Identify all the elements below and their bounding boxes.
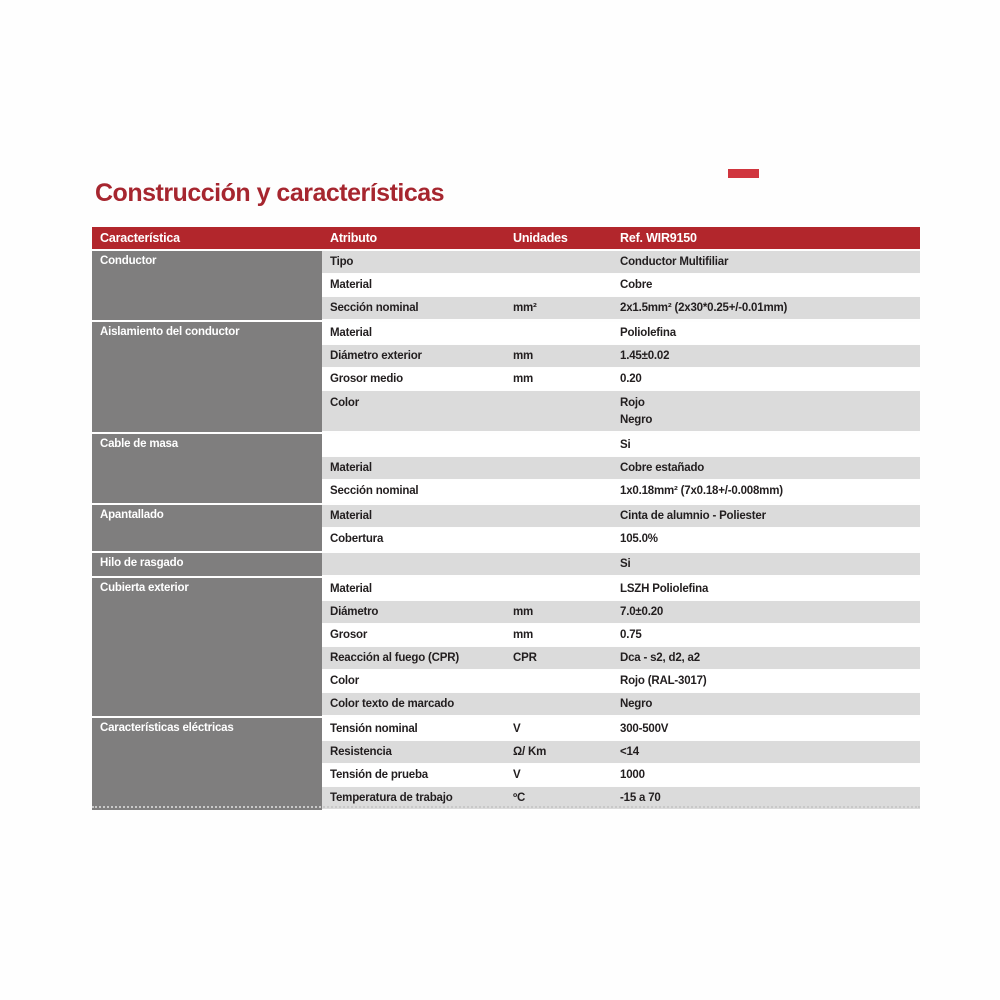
table-row — [322, 764, 920, 787]
unit-cell: mm — [513, 605, 534, 618]
table-row — [322, 297, 920, 320]
section-rows — [322, 578, 920, 716]
value-cell: 0.20 — [620, 372, 642, 385]
unit-cell: mm — [513, 372, 534, 385]
value-cell: 1.45±0.02 — [620, 349, 670, 362]
unit-cell: ºC — [513, 791, 526, 804]
value-cell: 2x1.5mm² (2x30*0.25+/-0.01mm) — [620, 301, 788, 314]
page-title: Construcción y características — [95, 179, 445, 207]
unit-cell — [505, 528, 612, 550]
attribute-cell: Tensión de prueba — [330, 768, 428, 781]
unit-cell: mm² — [513, 301, 537, 314]
attribute-cell: Material — [330, 326, 372, 339]
table-row — [322, 741, 920, 764]
value-cell: 0.75 — [620, 628, 642, 641]
section-label: Conductor — [92, 251, 322, 320]
section-label: Cable de masa — [92, 434, 322, 503]
unit-cell: Ω/ Km — [513, 745, 547, 758]
red-dash-decoration — [728, 169, 759, 178]
unit-cell: mm — [513, 628, 534, 641]
table-row — [322, 718, 920, 741]
section-rows — [322, 718, 920, 810]
unit-cell: CPR — [513, 651, 537, 664]
table-row — [322, 434, 920, 457]
header-ref: Ref. WIR9150 — [620, 231, 697, 245]
unit-cell — [505, 480, 612, 502]
value-cell: Cobre — [620, 278, 653, 291]
attribute-cell: Grosor medio — [330, 372, 404, 385]
table-section — [92, 578, 920, 716]
value-cell: Cinta de alumnio - Poliester — [620, 509, 766, 522]
header-caracteristica: Característica — [100, 231, 180, 245]
attribute-cell: Sección nominal — [330, 301, 419, 314]
unit-cell: mm — [513, 349, 534, 362]
attribute-cell: Sección nominal — [330, 484, 419, 497]
value-cell: Poliolefina — [620, 326, 676, 339]
unit-cell — [505, 578, 612, 600]
value-cell: Conductor Multifiliar — [620, 255, 729, 268]
attribute-cell: Grosor — [330, 628, 368, 641]
section-rows — [322, 505, 920, 551]
table-row — [322, 505, 920, 528]
unit-cell — [505, 391, 612, 431]
table-row — [322, 274, 920, 297]
table-row — [322, 251, 920, 274]
value-cell: <14 — [620, 745, 639, 758]
table-section — [92, 322, 920, 432]
attribute-cell: Material — [330, 509, 372, 522]
table-row — [322, 624, 920, 647]
value-cell: Rojo (RAL-3017) — [620, 674, 707, 687]
attribute-cell: Color — [330, 397, 360, 409]
section-label: Características eléctricas — [92, 718, 322, 810]
section-label: Cubierta exterior — [92, 578, 322, 716]
value-cell: -15 a 70 — [620, 791, 661, 804]
section-label: Aislamiento del conductor — [92, 322, 322, 432]
unit-cell — [505, 457, 612, 479]
table-section — [92, 251, 920, 320]
value-cell: Negro — [620, 697, 653, 710]
value-cell: Si — [620, 557, 631, 570]
table-body — [92, 251, 920, 810]
table-row — [322, 693, 920, 716]
attribute-cell: Temperatura de trabajo — [330, 791, 453, 804]
value-cell: 7.0±0.20 — [620, 605, 664, 618]
section-rows — [322, 251, 920, 320]
value-cell: Rojo Negro — [620, 397, 653, 426]
attribute-cell: Material — [330, 461, 372, 474]
value-cell: 1x0.18mm² (7x0.18+/-0.008mm) — [620, 484, 783, 497]
section-rows — [322, 434, 920, 503]
attribute-cell: Diámetro — [330, 605, 379, 618]
table-row — [322, 457, 920, 480]
table-row — [322, 480, 920, 503]
header-atributo: Atributo — [330, 231, 377, 245]
table-row — [322, 322, 920, 345]
unit-cell — [505, 670, 612, 692]
attribute-cell: Resistencia — [330, 745, 392, 758]
unit-cell — [505, 322, 612, 344]
unit-cell — [505, 251, 612, 273]
attribute-cell: Cobertura — [330, 532, 384, 545]
value-cell: 105.0% — [620, 532, 658, 545]
section-label: Hilo de rasgado — [92, 553, 322, 576]
unit-cell: V — [513, 768, 521, 781]
unit-cell — [505, 505, 612, 527]
table-section — [92, 434, 920, 503]
unit-cell — [505, 693, 612, 715]
value-cell: Cobre estañado — [620, 461, 705, 474]
table-row — [322, 647, 920, 670]
unit-cell: V — [513, 722, 521, 735]
table-section — [92, 553, 920, 576]
attribute-cell — [322, 553, 505, 575]
value-cell: LSZH Poliolefina — [620, 582, 709, 595]
attribute-cell: Tensión nominal — [330, 722, 418, 735]
table-section — [92, 505, 920, 551]
table-row — [322, 578, 920, 601]
section-rows — [322, 553, 920, 576]
attribute-cell: Material — [330, 278, 372, 291]
table-row — [322, 368, 920, 391]
table-row — [322, 391, 920, 432]
value-cell: Dca - s2, d2, a2 — [620, 651, 700, 664]
table-row — [322, 670, 920, 693]
section-label: Apantallado — [92, 505, 322, 551]
dotted-divider — [92, 806, 920, 808]
value-cell: 1000 — [620, 768, 645, 781]
table-row — [322, 345, 920, 368]
attribute-cell: Color texto de marcado — [330, 697, 455, 710]
unit-cell — [505, 274, 612, 296]
attribute-cell — [322, 434, 505, 456]
attribute-cell: Reacción al fuego (CPR) — [330, 651, 459, 664]
table-row — [322, 553, 920, 576]
value-cell: 300-500V — [620, 722, 669, 735]
value-cell: Si — [620, 438, 631, 451]
attribute-cell: Diámetro exterior — [330, 349, 422, 362]
spec-table — [92, 227, 920, 812]
unit-cell — [505, 434, 612, 456]
section-rows — [322, 322, 920, 432]
table-header-row — [92, 227, 920, 249]
header-unidades: Unidades — [513, 231, 568, 245]
unit-cell — [505, 553, 612, 575]
table-row — [322, 528, 920, 551]
attribute-cell: Tipo — [330, 255, 354, 268]
attribute-cell: Color — [330, 674, 360, 687]
attribute-cell: Material — [330, 582, 372, 595]
table-row — [322, 601, 920, 624]
table-section — [92, 718, 920, 810]
